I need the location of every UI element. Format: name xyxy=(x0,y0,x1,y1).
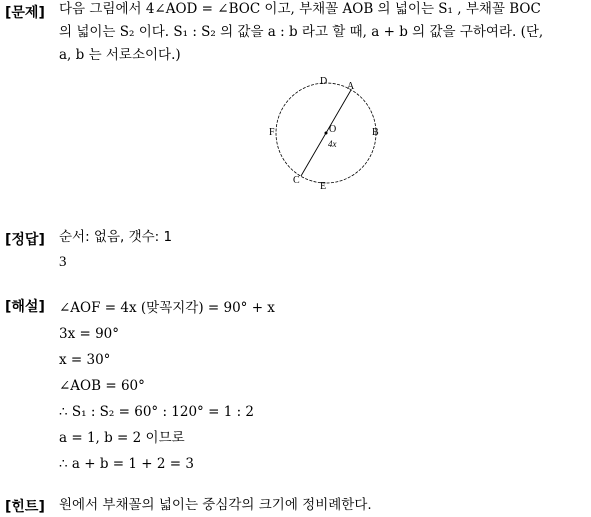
label-d: D xyxy=(320,76,328,87)
circle-figure xyxy=(260,70,400,200)
solution-line-1: ∠AOF = 4x (맞꼭지각) = 90° + x xyxy=(59,300,275,316)
answer-line-2: 3 xyxy=(59,254,67,270)
label-o: O xyxy=(329,124,337,135)
problem-text xyxy=(59,0,585,67)
hint-line-1: 원에서 부채꼴의 넓이는 중심각의 크기에 정비례한다. xyxy=(59,497,372,513)
label-b: B xyxy=(372,127,379,138)
label-a: A xyxy=(347,81,355,92)
problem-line-1: 다음 그림에서 4∠AOD = ∠BOC 이고, 부채꼴 AOB 의 넓이는 S₁ , 부채꼴 BOC xyxy=(59,1,541,17)
label-4x: 4x xyxy=(328,139,337,149)
solution-line-5: ∴ S₁ : S₂ = 60° : 120° = 1 : 2 xyxy=(59,404,255,420)
label-f: F xyxy=(269,127,275,138)
solution-line-3: x = 30° xyxy=(59,352,111,368)
solution-line-6: a = 1, b = 2 이므로 xyxy=(59,430,185,446)
solution-tag: [해설] xyxy=(5,299,45,315)
answer-text xyxy=(59,226,585,276)
label-c: C xyxy=(293,175,300,186)
problem-line-2: 의 넓이는 S₂ 이다. S₁ : S₂ 의 값을 a : b 라고 할 때, a + b 의 값을 구하여라. (단, xyxy=(59,24,544,40)
solution-line-2: 3x = 90° xyxy=(59,326,120,342)
hint-tag: [힌트] xyxy=(5,499,45,515)
solution-line-7: ∴ a + b = 1 + 2 = 3 xyxy=(59,456,194,472)
answer-line-1: 순서: 없음, 갯수: 1 xyxy=(59,229,173,245)
solution-line-4: ∠AOB = 60° xyxy=(59,378,145,394)
answer-tag: [정답] xyxy=(5,232,45,248)
problem-tag: [문제] xyxy=(5,5,45,21)
hint-text xyxy=(59,494,585,517)
problem-line-3: a, b 는 서로소이다.) xyxy=(59,47,181,63)
solution-text xyxy=(59,295,585,477)
label-e: E xyxy=(320,181,327,192)
